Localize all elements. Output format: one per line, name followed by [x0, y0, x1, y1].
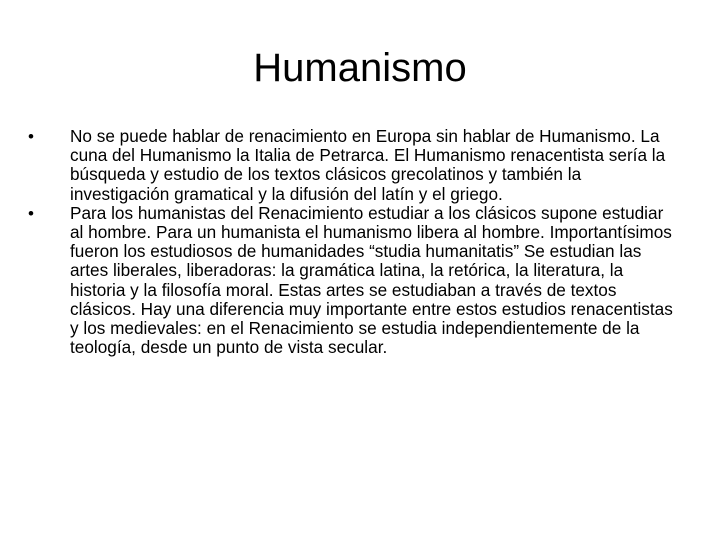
slide-title: Humanismo [253, 46, 467, 90]
bullet-list [28, 127, 678, 357]
bullet-item [28, 127, 678, 204]
bullet-text: No se puede hablar de renacimiento en Europa sin hablar de Humanismo. La cuna del Humanismo la Italia de Petrarca. El Humanismo renacentista sería la búsqueda y estudio de los textos clásicos grecolatinos y también la investigación gramatical y la difusión del latín y el griego. [70, 126, 666, 204]
bullet-marker: • [28, 127, 34, 146]
bullet-item [28, 204, 678, 358]
bullet-text: Para los humanistas del Renacimiento estudiar a los clásicos supone estudiar al hombre. Para un humanista el humanismo libera al hombre. Importantísimos fueron los estudiosos de humanidades “studia humanitatis” Se estudian las artes liberales, liberadoras: la gramática latina, la retórica, la literatura, la historia y la filosofía moral. Estas artes se estudiaban a través de textos clásicos. Hay una diferencia muy importante entre estos estudios renacentistas y los medievales: en el Renacimiento se estudia independientemente de la teología, desde un punto de vista secular. [70, 202, 673, 358]
bullet-marker: • [28, 203, 34, 223]
